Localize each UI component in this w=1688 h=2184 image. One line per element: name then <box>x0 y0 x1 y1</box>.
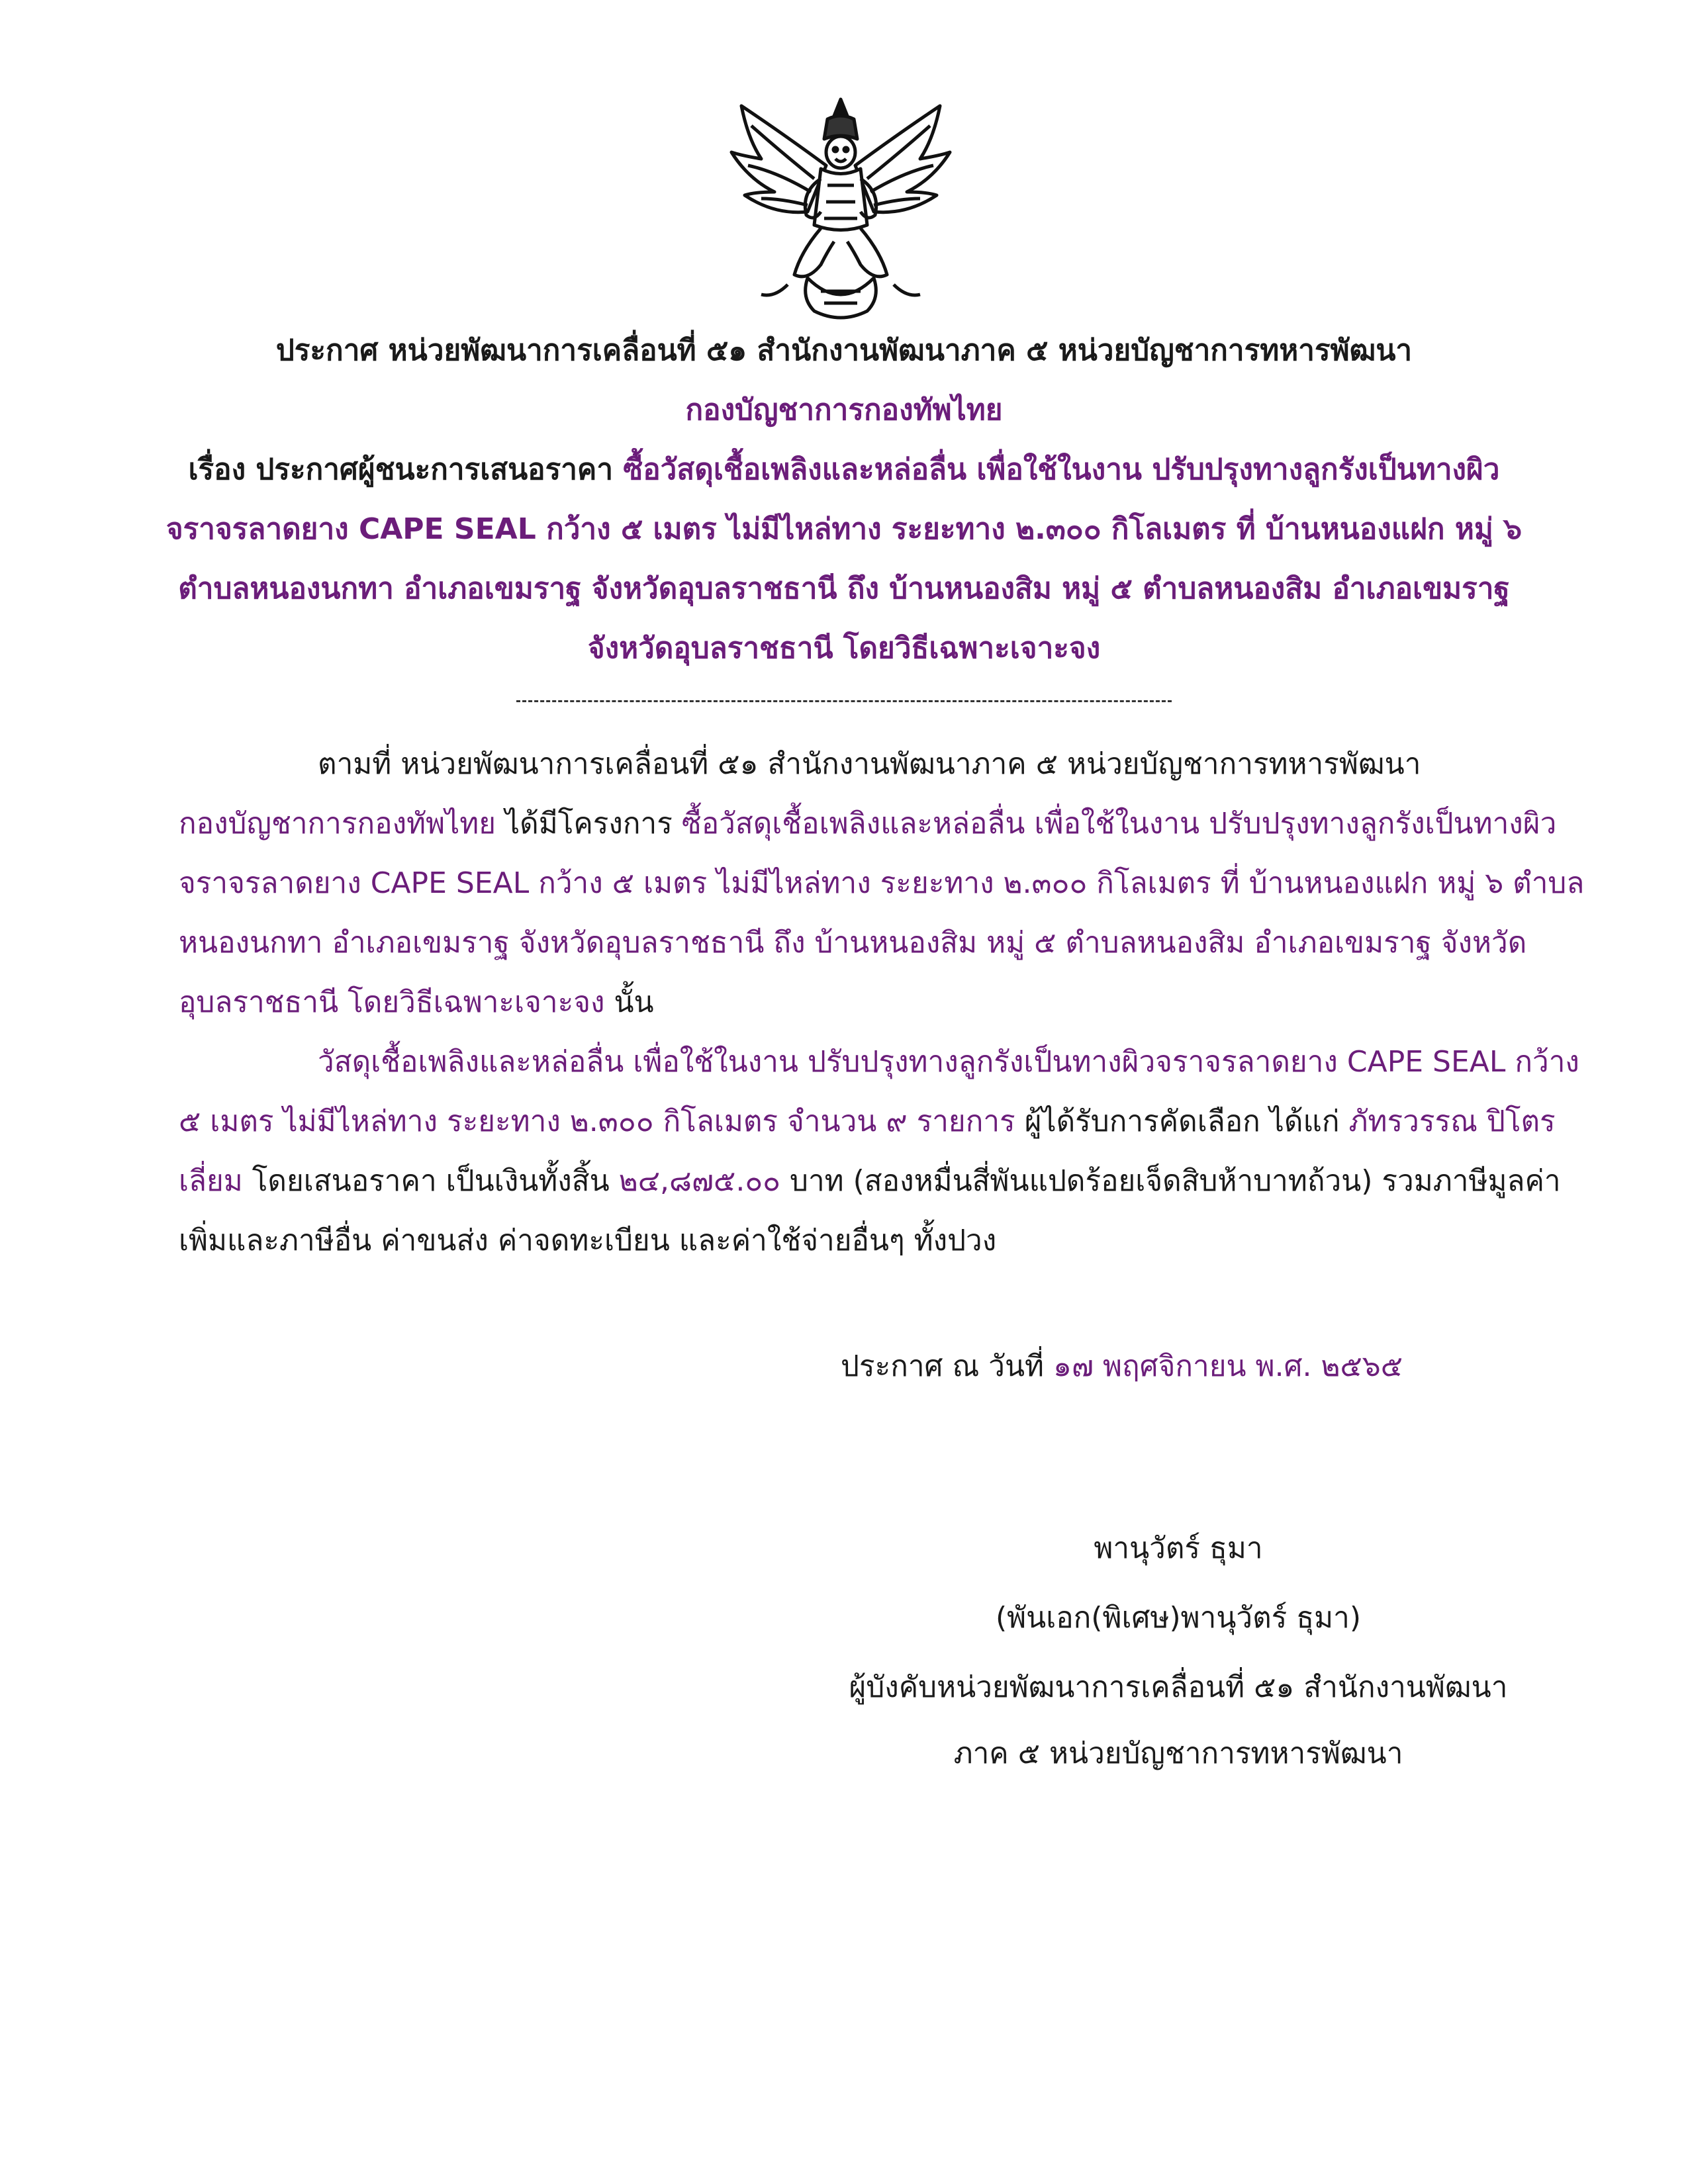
p1-line-1: ตามที่ หน่วยพัฒนาการเคลื่อนที่ ๕๑ สำนักงานพัฒนาภาค ๕ หน่วยบัญชาการทหารพัฒนา <box>318 747 1421 781</box>
p2-line-4: เพิ่มและภาษีอื่น ค่าขนส่ง ค่าจดทะเบียน และค่าใช้จ่ายอื่นๆ ทั้งปวง <box>179 1224 997 1257</box>
signature-position-1: ผู้บังคับหน่วยพัฒนาการเคลื่อนที่ ๕๑ สำนักงานพัฒนา <box>849 1670 1508 1704</box>
signature-name: พานุวัตร์ ธุมา <box>1094 1531 1263 1565</box>
p1-line-5-a: อุบลราชธานี โดยวิธีเฉพาะเจาะจง <box>179 985 605 1019</box>
signature-full-name: (พันเอก(พิเศษ)พานุวัตร์ ธุมา) <box>995 1601 1362 1635</box>
signature-position-2: ภาค ๕ หน่วยบัญชาการทหารพัฒนา <box>953 1737 1403 1770</box>
p1-line-3: จราจรลาดยาง CAPE SEAL กว้าง ๕ เมตร ไม่มีไหล่ทาง ระยะทาง ๒.๓๐๐ กิโลเมตร ที่ บ้านหนองแฝก หมู่ ๖ ตำบล <box>179 866 1585 900</box>
subject-text-1: ซื้อวัสดุเชื้อเพลิงและหล่อลื่น เพื่อใช้ในงาน ปรับปรุงทางลูกรังเป็นทางผิว <box>613 453 1500 486</box>
p2-line-3-a: เลี่ยม <box>179 1164 243 1198</box>
divider <box>516 700 1172 702</box>
title-line-2: กองบัญชาการกองทัพไทย <box>685 393 1003 427</box>
p1-line-4: หนองนกทา อำเภอเขมราฐ จังหวัดอุบลราชธานี ถึง บ้านหนองสิม หมู่ ๕ ตำบลหนองสิม อำเภอเขมราฐ จังหวัด <box>179 926 1527 960</box>
announcement-title-line-2 <box>159 381 1529 440</box>
p2-line-2-b: ผู้ได้รับการคัดเลือก ได้แก่ <box>1015 1105 1349 1138</box>
p1-line-2 <box>179 794 1557 854</box>
date-prefix: ประกาศ ณ วันที่ <box>841 1349 1045 1383</box>
subject-prefix: เรื่อง ประกาศผู้ชนะการเสนอราคา <box>188 453 614 486</box>
title-line-1: ประกาศ หน่วยพัฒนาการเคลื่อนที่ ๕๑ สำนักงานพัฒนาภาค ๕ หน่วยบัญชาการทหารพัฒนา <box>275 334 1413 367</box>
p2-line-1: วัสดุเชื้อเพลิงและหล่อลื่น เพื่อใช้ในงาน ปรับปรุงทางลูกรังเป็นทางผิวจราจรลาดยาง CAPE SEAL กว้าง <box>318 1045 1579 1079</box>
p1-line-2-a: กองบัญชาการกองทัพไทย <box>179 807 496 841</box>
subject-line-3: ตำบลหนองนกทา อำเภอเขมราฐ จังหวัดอุบลราชธานี ถึง บ้านหนองสิม หมู่ ๕ ตำบลหนองสิม อำเภอเขมราฐ <box>178 572 1510 606</box>
announcement-date <box>841 1337 1403 1396</box>
announcement-subject <box>159 440 1529 678</box>
announcement-title <box>159 321 1529 381</box>
subject-line-4: จังหวัดอุบลราชธานี โดยวิธีเฉพาะเจาะจง <box>587 631 1101 665</box>
p1-line-5 <box>179 973 1509 1032</box>
paragraph-2 <box>179 1032 1579 1271</box>
garuda-emblem-icon <box>722 93 960 331</box>
p2-line-2-a: ๕ เมตร ไม่มีไหล่ทาง ระยะทาง ๒.๓๐๐ กิโลเมตร จำนวน ๙ รายการ <box>179 1105 1015 1138</box>
p2-line-3-c: ๒๔,๘๗๕.๐๐ <box>618 1164 781 1198</box>
date-value: ๑๗ พฤศจิกายน พ.ศ. ๒๕๖๕ <box>1044 1349 1403 1383</box>
p2-line-2 <box>179 1092 1556 1152</box>
subject-line-1 <box>159 440 1529 500</box>
paragraph-1 <box>179 735 1585 1032</box>
p2-line-3-d: บาท (สองหมื่นสี่พันแปดร้อยเจ็ดสิบห้าบาทถ้วน) รวมภาษีมูลค่า <box>780 1164 1561 1198</box>
p2-line-3-b: โดยเสนอราคา เป็นเงินทั้งสิ้น <box>242 1164 619 1198</box>
p1-line-5-b: นั้น <box>604 985 654 1019</box>
p1-line-2-b: ได้มีโครงการ <box>496 807 682 841</box>
p1-line-2-c: ซื้อวัสดุเชื้อเพลิงและหล่อลื่น เพื่อใช้ในงาน ปรับปรุงทางลูกรังเป็นทางผิว <box>681 807 1557 841</box>
p2-line-3 <box>179 1152 1561 1211</box>
p2-line-2-c: ภัทรวรรณ ปิโตร <box>1348 1105 1556 1138</box>
subject-line-2: จราจรลาดยาง CAPE SEAL กว้าง ๕ เมตร ไม่มีไหล่ทาง ระยะทาง ๒.๓๐๐ กิโลเมตร ที่ บ้านหนองแฝก หมู่ ๖ <box>165 512 1523 546</box>
